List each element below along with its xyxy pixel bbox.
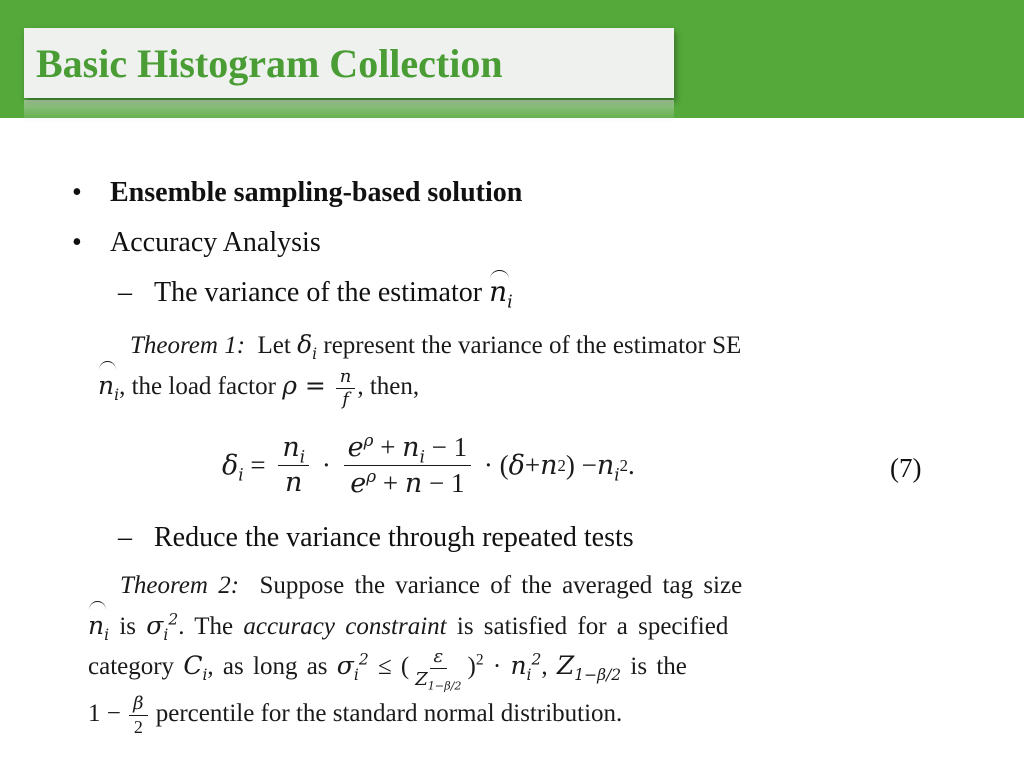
theorem2-line2: $n_i$ is $\sigma_i^2$. The accuracy constraint is satisfied for a specified (88, 606, 728, 647)
theorem1-line1: Theorem 1: Let $\delta_i$ represent the variance of the estimator SE (130, 330, 742, 363)
theorem1-line2: $n_i$, the load factor ρ = $\frac{n}{f}$ , then, (98, 365, 420, 410)
theorem2-text-2a: is (119, 613, 137, 640)
theorem1-text-b: represent the variance of the estimator SE (323, 332, 742, 359)
sub-dash: – (118, 277, 132, 308)
theorem2-text-1: Suppose the variance of the averaged tag size (259, 572, 743, 599)
theorem2-line1 (120, 566, 742, 606)
subbullet-reduce (118, 521, 634, 555)
bullet-text: Accuracy Analysis (110, 227, 321, 258)
theorem1-text-d: , then, (357, 373, 420, 400)
bullet-dot: • (72, 227, 82, 258)
estimator-symbol: $n_i$ (489, 275, 513, 313)
sub-text: The variance of the estimator (154, 277, 483, 308)
theorem2-line3: category $C_i$, as long as $\sigma_i^2$ ≤ ( $\frac{\varepsilon}{Z_{1-\beta/2}}$ )$^2 \cdot n_i^2$, $Z_{1-\beta/2}$ is the (88, 645, 687, 693)
theorem2-text-2c: accuracy constraint (243, 613, 447, 640)
sub-dash: – (118, 522, 132, 553)
equation-7: $\delta_i$ = $\frac{n_i}{n}$ · $\frac{e^\rho + n_i - 1}{e^\rho + n - 1}$ · ( δ + n 2 ) − $n_i$ 2 . (222, 430, 635, 499)
bullet-accuracy (72, 226, 321, 260)
sub-text: Reduce the variance through repeated tests (154, 522, 634, 553)
slide-title: Basic Histogram Collection (36, 41, 503, 86)
bullet-ensemble (72, 176, 522, 210)
theorem2-text-3c: is the (630, 653, 687, 680)
equation-number: (7) (890, 453, 922, 483)
theorem2-text-4: percentile for the standard normal distribution. (155, 700, 623, 727)
theorem2-text-2b: . The (178, 613, 234, 640)
title-reflection (24, 100, 674, 124)
bullet-dot: • (72, 177, 82, 208)
theorem2-line4: 1 − $\frac{\beta}{2}$ percentile for the standard normal distribution. (88, 692, 623, 737)
theorem2-text-2d: is satisfied for a specified (456, 613, 729, 640)
subbullet-variance (118, 275, 513, 313)
theorem1-text-c: , the load factor (119, 373, 276, 400)
theorem2-text-3b: , as long as (207, 653, 328, 680)
theorem1-text-a: Let (257, 332, 291, 359)
theorem2-text-3a: category (88, 653, 175, 680)
theorem2-label: Theorem 2: (120, 572, 240, 599)
theorem1-label: Theorem 1: (130, 332, 246, 359)
bullet-text: Ensemble sampling-based solution (110, 177, 523, 208)
